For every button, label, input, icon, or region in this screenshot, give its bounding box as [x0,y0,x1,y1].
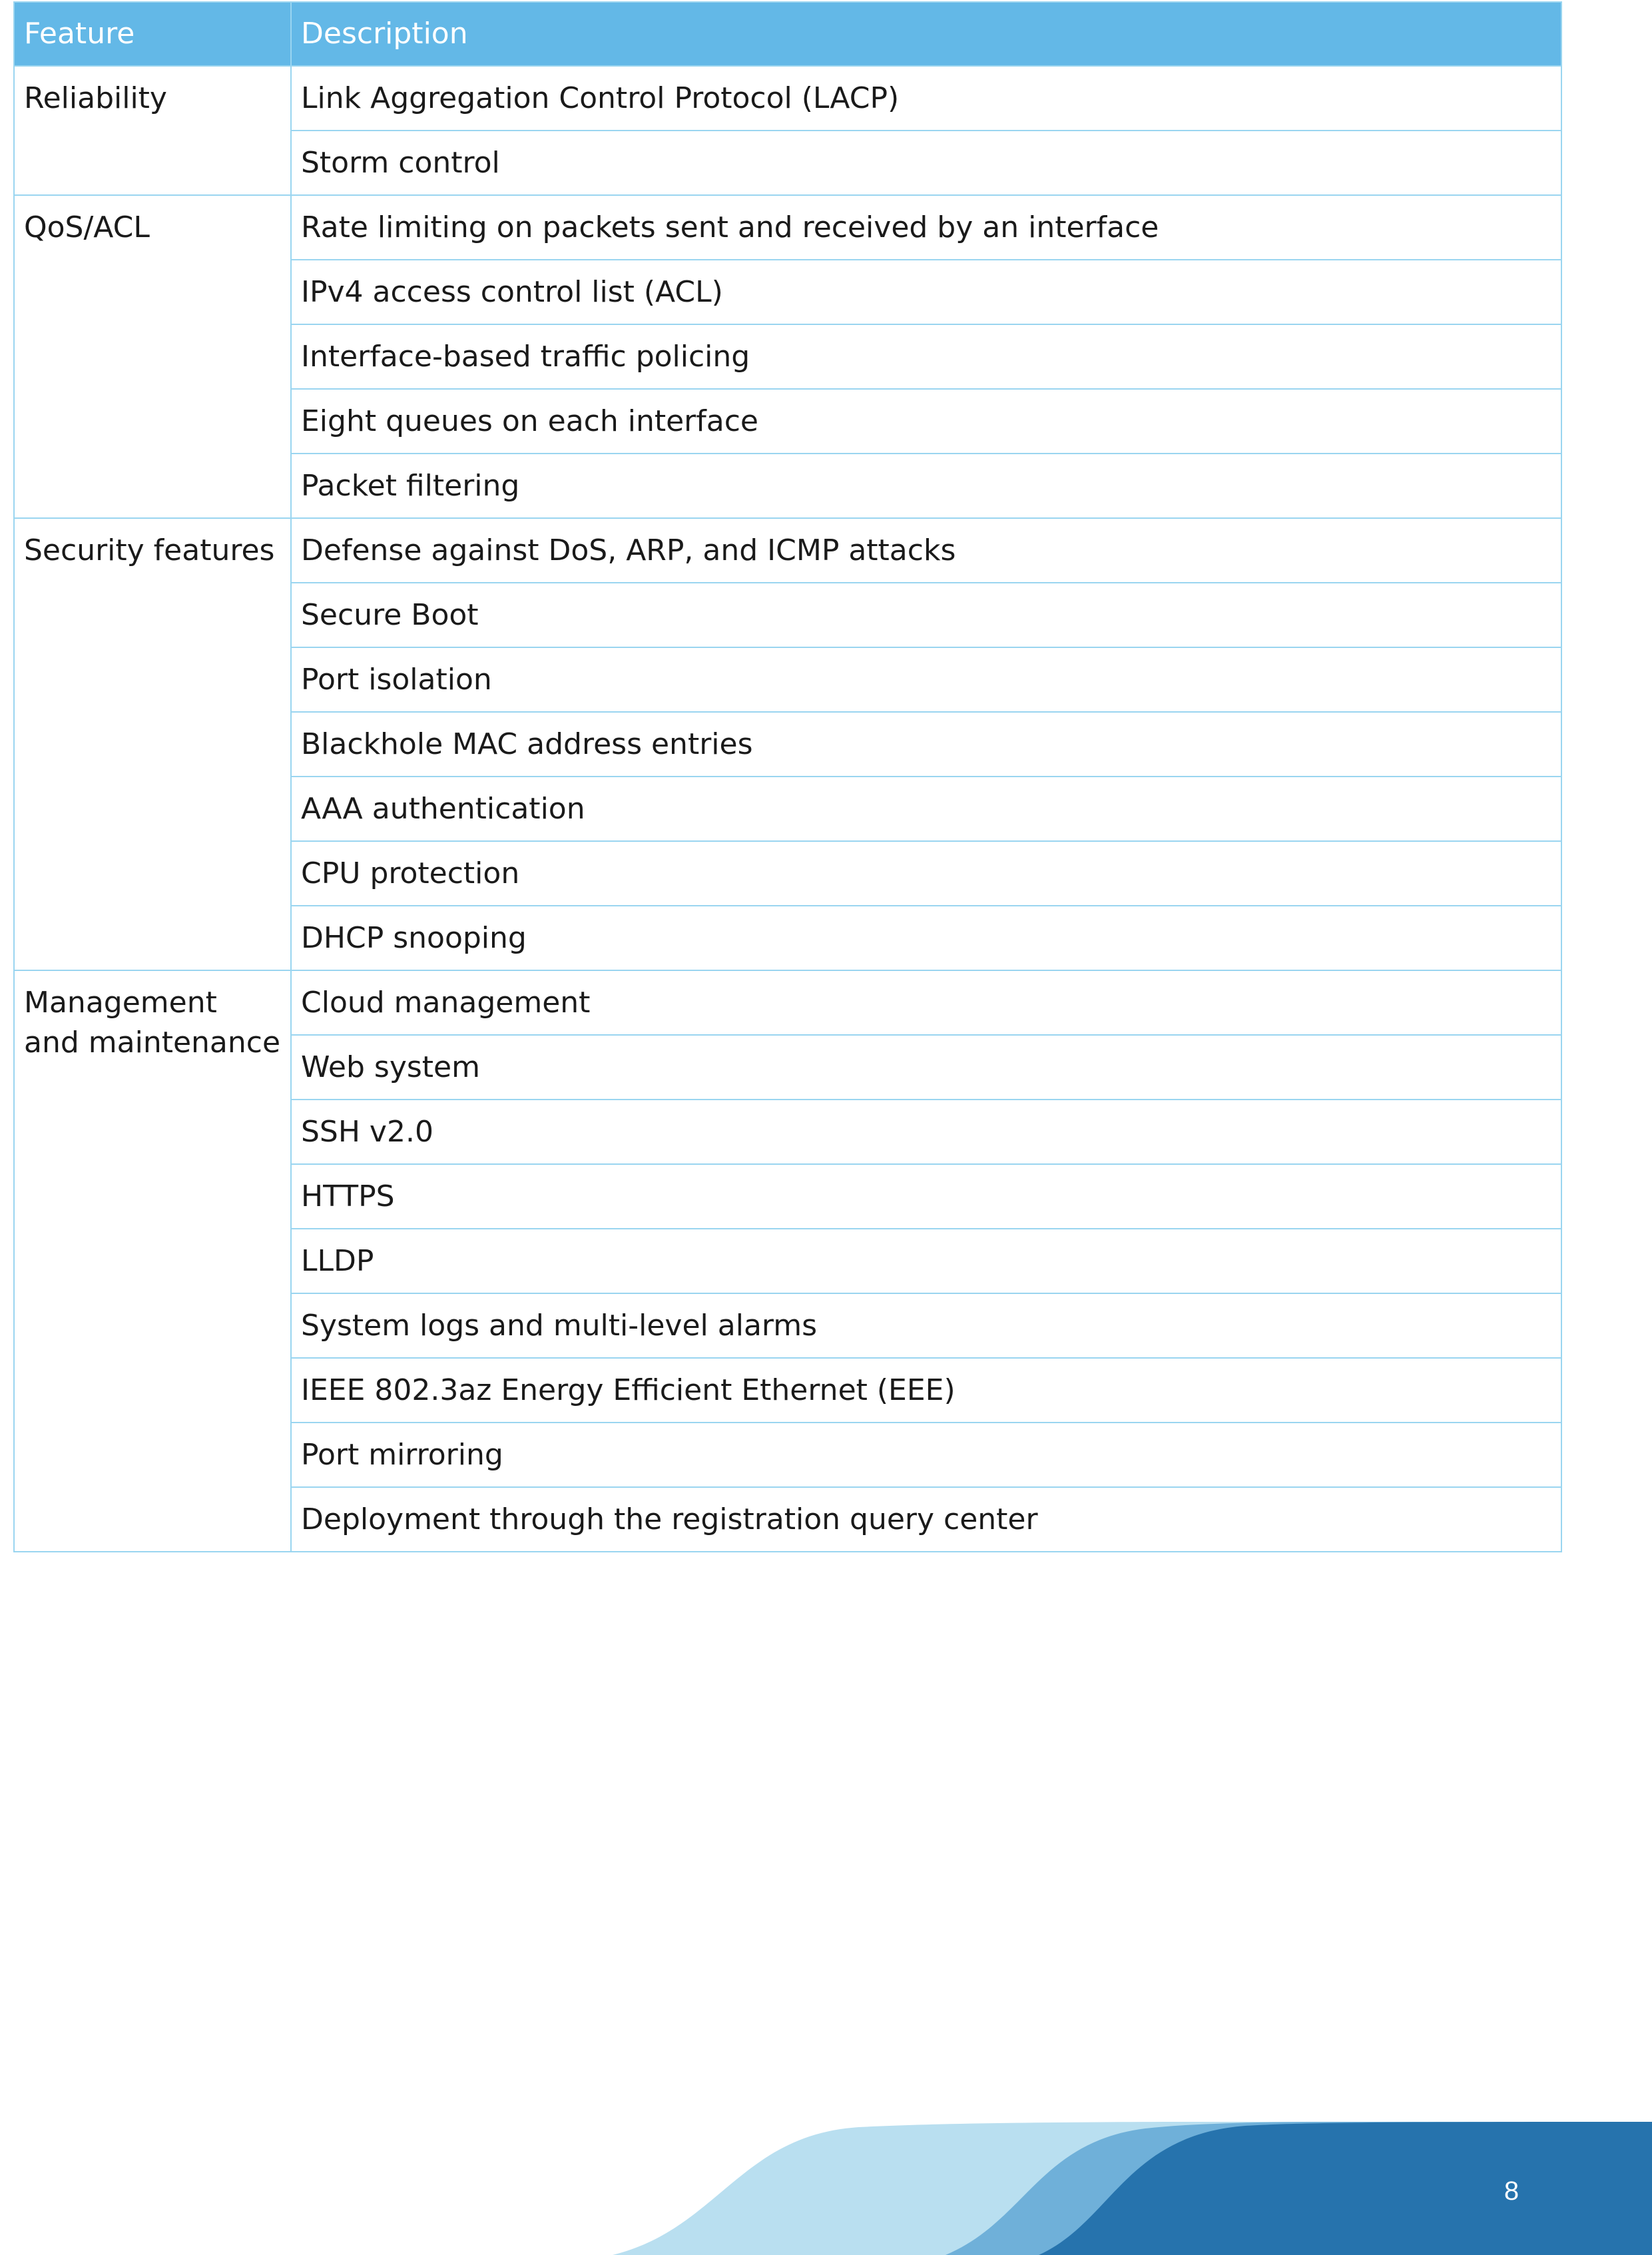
description-cell: Port mirroring [291,1423,1561,1487]
page-footer [0,2122,1652,2255]
table-header-row [14,2,1561,66]
table-row [14,970,1561,1035]
table-row [14,66,1561,131]
description-cell: Secure Boot [291,583,1561,647]
feature-table [13,1,1562,1552]
description-cell: LLDP [291,1229,1561,1293]
description-cell: HTTPS [291,1164,1561,1229]
description-cell: Eight queues on each interface [291,389,1561,454]
feature-table-container [13,1,1561,1552]
description-cell: Web system [291,1035,1561,1100]
description-cell: Rate limiting on packets sent and received by an interface [291,195,1561,260]
description-cell: Interface-based traffic policing [291,324,1561,389]
description-cell: SSH v2.0 [291,1100,1561,1164]
feature-column-header: Feature [14,2,291,66]
description-cell: Blackhole MAC address entries [291,712,1561,777]
feature-cell-qos-acl: QoS/ACL [14,195,291,518]
description-cell: System logs and multi-level alarms [291,1293,1561,1358]
description-cell: Cloud management [291,970,1561,1035]
table-body [14,66,1561,1552]
description-cell: Storm control [291,131,1561,195]
description-cell: IPv4 access control list (ACL) [291,260,1561,324]
description-cell: Port isolation [291,647,1561,712]
description-column-header: Description [291,2,1561,66]
description-cell: Deployment through the registration query center [291,1487,1561,1552]
table-row [14,195,1561,260]
description-cell: Defense against DoS, ARP, and ICMP attacks [291,518,1561,583]
description-cell: CPU protection [291,841,1561,906]
feature-cell-security-features: Security features [14,518,291,970]
description-cell: Link Aggregation Control Protocol (LACP) [291,66,1561,131]
table-row [14,518,1561,583]
feature-cell-management-maintenance: Management and maintenance [14,970,291,1552]
page-number: 8 [1504,2176,1519,2206]
description-cell: DHCP snooping [291,906,1561,970]
description-cell: Packet filtering [291,454,1561,518]
description-cell: IEEE 802.3az Energy Efficient Ethernet (EEE) [291,1358,1561,1423]
feature-cell-reliability: Reliability [14,66,291,195]
description-cell: AAA authentication [291,777,1561,841]
footer-wave-graphic [0,2122,1652,2255]
